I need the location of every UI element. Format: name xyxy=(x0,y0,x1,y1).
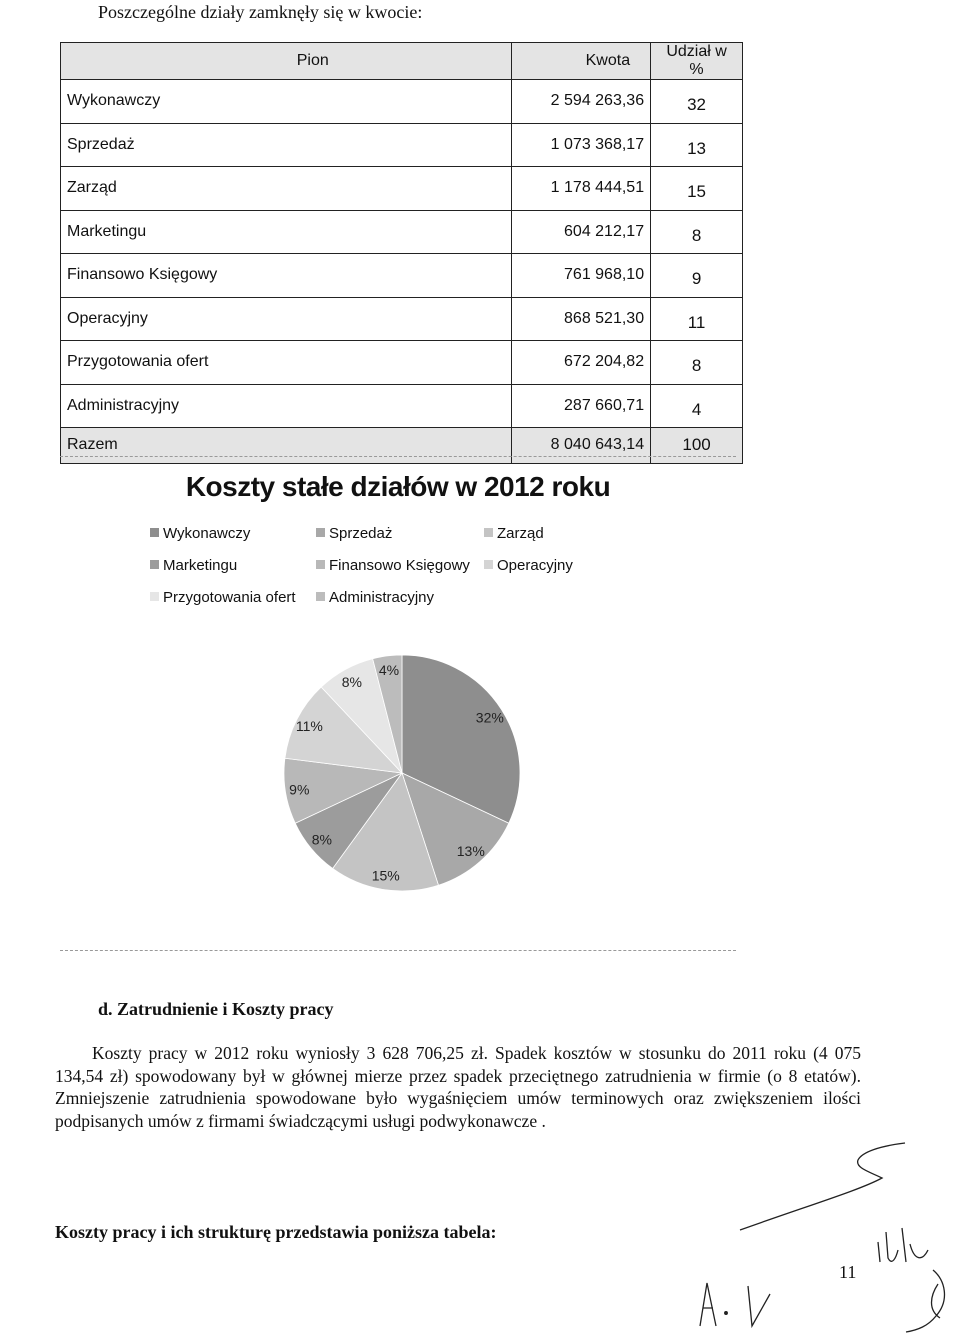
total-amount: 8 040 643,14 xyxy=(511,428,650,464)
legend-label: Administracyjny xyxy=(329,589,435,606)
row-amount: 2 594 263,36 xyxy=(511,80,650,124)
row-amount: 868 521,30 xyxy=(511,297,650,341)
legend-label: Finansowo Księgowy xyxy=(329,557,470,574)
signature-stroke xyxy=(700,1283,716,1326)
signature-stroke xyxy=(748,1286,770,1326)
legend-label: Operacyjny xyxy=(497,557,573,574)
row-pct: 8 xyxy=(651,210,743,254)
row-name: Marketingu xyxy=(61,210,512,254)
row-amount: 604 212,17 xyxy=(511,210,650,254)
legend-label: Marketingu xyxy=(163,557,238,574)
section-d-paragraph: Koszty pracy w 2012 roku wyniosły 3 628 706,25 zł. Spadek kosztów w stosunku do 2011 roku (4 075 134,54 zł) spowodowany był w głównej mierze przez spadek przeciętnego zatrudnienia w firmie (o 8 etatów). Zmniejszenie zatrudnienia spowodowane było wygaśnięciem umów terminowych oraz zwiększeniem ilości podpisanych umów z firmami świadczącymi usługi podwykonawcze . xyxy=(55,1043,861,1131)
row-amount: 1 178 444,51 xyxy=(511,167,650,211)
row-pct: 11 xyxy=(651,297,743,341)
row-pct: 32 xyxy=(651,80,743,124)
chart-title: Koszty stałe działów w 2012 roku xyxy=(185,471,611,502)
legend-label: Zarząd xyxy=(497,525,544,542)
header-kwota: Kwota xyxy=(511,43,650,80)
intro-text: Poszczególne działy zamknęły się w kwocie: xyxy=(98,2,423,22)
row-name: Przygotowania ofert xyxy=(61,341,512,385)
total-pct: 100 xyxy=(651,428,743,464)
pie-data-label: 32% xyxy=(475,709,504,726)
row-pct: 13 xyxy=(651,123,743,167)
total-name: Razem xyxy=(61,428,512,464)
signature-stroke xyxy=(725,1312,728,1315)
legend-label: Sprzedaż xyxy=(329,525,393,542)
signature-stroke xyxy=(906,1270,944,1332)
pie-data-label: 11% xyxy=(295,717,323,734)
row-amount: 672 204,82 xyxy=(511,341,650,385)
row-name: Zarząd xyxy=(61,167,512,211)
row-name: Finansowo Księgowy xyxy=(61,254,512,298)
header-pion: Pion xyxy=(61,43,512,80)
row-pct: 15 xyxy=(651,167,743,211)
page-number: 11 xyxy=(839,1262,857,1282)
pie-data-label: 4% xyxy=(378,661,400,678)
row-name: Administracyjny xyxy=(61,384,512,428)
row-pct: 8 xyxy=(651,341,743,385)
row-name: Sprzedaż xyxy=(61,123,512,167)
row-pct: 9 xyxy=(651,254,743,298)
header-udzial: Udział w % xyxy=(651,43,743,80)
signature-stroke xyxy=(878,1228,928,1262)
section-d-heading: d. Zatrudnienie i Koszty pracy xyxy=(98,999,334,1019)
pie-data-label: 13% xyxy=(456,843,485,860)
pie-data-label: 8% xyxy=(341,673,363,690)
row-amount: 287 660,71 xyxy=(511,384,650,428)
row-name: Operacyjny xyxy=(61,297,512,341)
row-pct: 4 xyxy=(651,384,743,428)
pie-data-label: 8% xyxy=(311,831,332,848)
row-name: Wykonawczy xyxy=(61,80,512,124)
legend-label: Wykonawczy xyxy=(163,525,251,542)
legend-label: Przygotowania ofert xyxy=(163,589,296,606)
row-amount: 1 073 368,17 xyxy=(511,123,650,167)
structure-heading: Koszty pracy i ich strukturę przedstawia poniższa tabela: xyxy=(55,1222,497,1242)
pie-data-label: 15% xyxy=(371,867,400,884)
pie-data-label: 9% xyxy=(289,781,310,798)
signature-stroke xyxy=(740,1143,905,1230)
row-amount: 761 968,10 xyxy=(511,254,650,298)
